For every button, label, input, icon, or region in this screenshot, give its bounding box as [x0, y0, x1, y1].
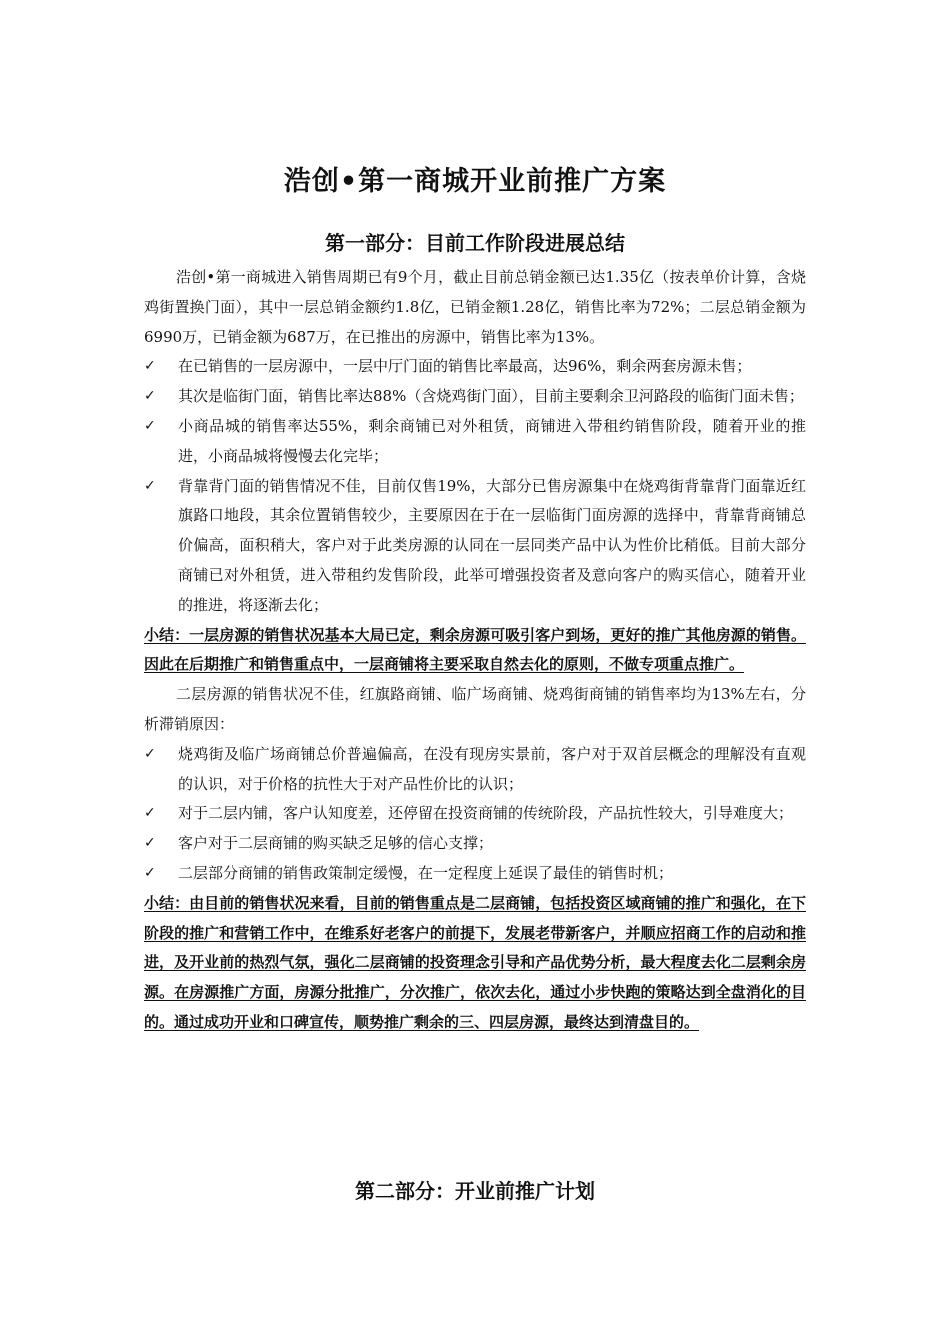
- check-icon: ✓: [144, 358, 156, 375]
- list-item: ✓ 其次是临街门面，销售比率达88%（含烧鸡街门面），目前主要剩余卫河路段的临街门面未售；: [144, 382, 806, 412]
- document-title: 浩创•第一商城开业前推广方案: [283, 166, 667, 197]
- summary-floor1: 小结：一层房源的销售状况基本大局已定，剩余房源可吸引客户到场，更好的推广其他房源的销售。因此在后期推广和销售重点中，一层商铺将主要采取自然去化的原则，不做专项重点推广。: [144, 625, 806, 674]
- list-item: ✓ 烧鸡街及临广场商铺总价普遍偏高，在没有现房实景前，客户对于双首层概念的理解没有直观的认识，对于价格的抗性大于对产品性价比的认识；: [144, 740, 806, 800]
- list-item: ✓ 小商品城的销售率达55%，剩余商铺已对外租赁，商铺进入带租约销售阶段，随着开业的推进，小商品城将慢慢去化完毕；: [144, 412, 806, 472]
- check-icon: ✓: [144, 745, 156, 762]
- floor2-intro-paragraph: 二层房源的销售状况不佳，红旗路商铺、临广场商铺、烧鸡街商铺的销售率均为13%左右，分析滞销原因：: [144, 685, 806, 733]
- list-item: ✓ 背靠背门面的销售情况不佳，目前仅售19%，大部分已售房源集中在烧鸡街背靠背门面靠近红旗路口地段，其余位置销售较少，主要原因在于在一层临街门面房源的选择中，背靠背商铺总价偏高，面积稍大，客户对于此类房源的认同在一层同类产品中认为性价比稍低。目前大部分商铺已对外租赁，进入带租约发售阶段，此举可增强投资者及意向客户的购买信心，随着开业的推进，将逐渐去化；: [144, 472, 806, 621]
- check-icon: ✓: [144, 388, 156, 405]
- list-item: ✓ 客户对于二层商铺的购买缺乏足够的信心支撑；: [144, 829, 806, 859]
- part2-heading: 第二部分：开业前推广计划: [355, 1179, 595, 1203]
- check-icon: ✓: [144, 835, 156, 852]
- list-item: ✓ 对于二层内铺，客户认知度差，还停留在投资商铺的传统阶段，产品抗性较大，引导难度大；: [144, 799, 806, 829]
- part1-body: [144, 263, 806, 1038]
- list-item: ✓ 二层部分商铺的销售政策制定缓慢，在一定程度上延误了最佳的销售时机；: [144, 859, 806, 889]
- check-icon: ✓: [144, 417, 156, 434]
- check-icon: ✓: [144, 864, 156, 881]
- check-icon: ✓: [144, 805, 156, 822]
- check-icon: ✓: [144, 477, 156, 494]
- summary-floor2: 小结：由目前的销售状况来看，目前的销售重点是二层商铺，包括投资区域商铺的推广和强化，在下阶段的推广和营销工作中，在维系好老客户的前提下，发展老带新客户，并顺应招商工作的启动和推进，及开业前的热烈气氛，强化二层商铺的投资理念引导和产品优势分析，最大程度去化二层剩余房源。在房源推广方面，房源分批推广，分次推广，依次去化，通过小步快跑的策略达到全盘消化的目的。通过成功开业和口碑宣传，顺势推广剩余的三、四层房源，最终达到清盘目的。: [144, 893, 806, 1031]
- list-item: ✓ 在已销售的一层房源中，一层中厅门面的销售比率最高，达96%，剩余两套房源未售；: [144, 352, 806, 382]
- intro-paragraph: 浩创•第一商城进入销售周期已有9个月，截止目前总销金额已达1.35亿（按表单价计算，含烧鸡街置换门面），其中一层总销金额约1.8亿，已销金额1.28亿，销售比率为72%；二层总销金额为6990万，已销金额为687万，在已推出的房源中，销售比率为13%。: [144, 268, 806, 346]
- part1-heading: 第一部分：目前工作阶段进展总结: [325, 231, 625, 255]
